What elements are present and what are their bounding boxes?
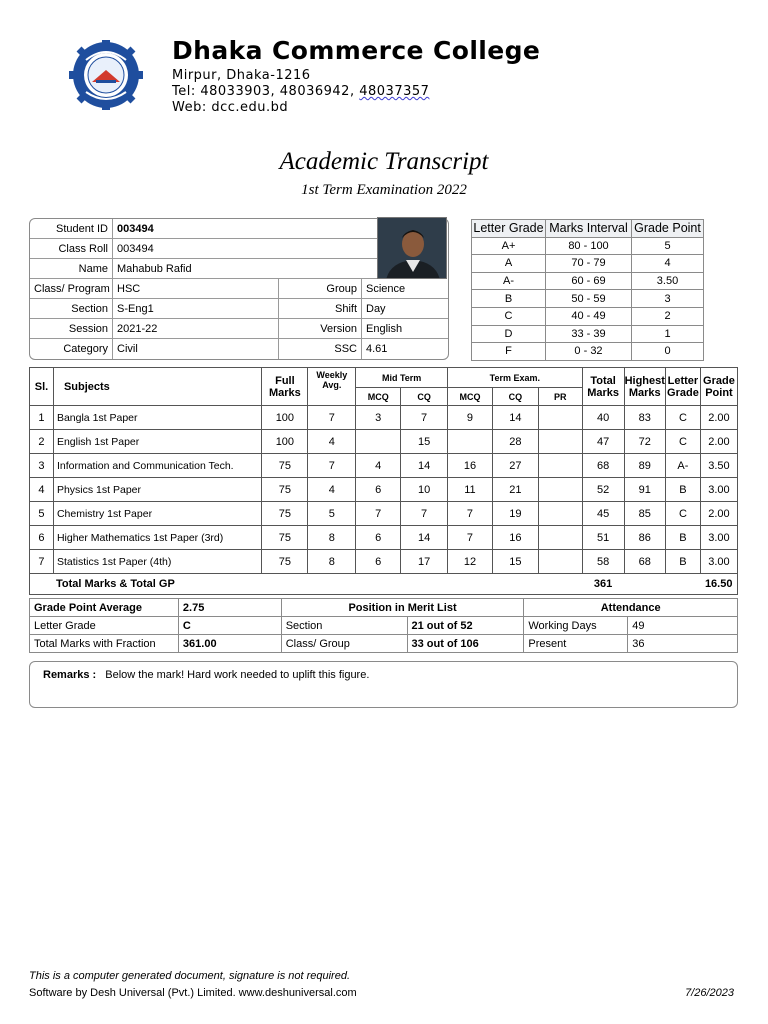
footer-software: Software by Desh Universal (Pvt.) Limited. www.deshuniversal.com bbox=[29, 987, 357, 999]
marks-interval: 60 - 69 bbox=[546, 272, 632, 290]
cell-total-marks: 51 bbox=[582, 526, 624, 550]
grade-letter: B bbox=[472, 290, 546, 308]
program-label: Class/ Program bbox=[30, 279, 113, 299]
cell-term-pr bbox=[538, 406, 582, 430]
cell-full-marks: 75 bbox=[262, 502, 308, 526]
grade-letter: A- bbox=[472, 272, 546, 290]
ssc-value: 4.61 bbox=[366, 343, 388, 355]
fraction-label: Total Marks with Fraction bbox=[30, 635, 179, 653]
cell-weekly-avg: 4 bbox=[308, 478, 356, 502]
total-spacer bbox=[624, 574, 665, 595]
grade-scale-header-cell: Letter Grade bbox=[473, 221, 544, 236]
ssc-label: SSC bbox=[279, 339, 362, 359]
col-gp-line2: Point bbox=[705, 386, 733, 399]
summary-row-2 bbox=[30, 617, 738, 635]
cell-term-cq: 14 bbox=[492, 406, 538, 430]
cell-term-pr bbox=[538, 430, 582, 454]
gpa-value: 2.75 bbox=[178, 599, 281, 617]
grade-scale-row bbox=[472, 255, 704, 273]
cell-letter-grade: B bbox=[665, 550, 700, 574]
cell-term-mcq: 12 bbox=[448, 550, 493, 574]
college-phone-main: Tel: 48033903, 48036942, bbox=[172, 84, 360, 99]
section-label: Section bbox=[30, 299, 113, 319]
col-total-marks bbox=[582, 368, 624, 406]
subject-row bbox=[30, 430, 738, 454]
merit-list-label: Position in Merit List bbox=[281, 599, 524, 617]
grade-scale-row bbox=[472, 343, 704, 361]
col-term-mcq: MCQ bbox=[448, 388, 493, 406]
cell-full-marks: 75 bbox=[262, 550, 308, 574]
section-value: S-Eng1 bbox=[113, 299, 279, 319]
marks-interval: 70 - 79 bbox=[546, 255, 632, 273]
cell-mid-mcq: 6 bbox=[356, 550, 401, 574]
cell-grade-point: 3.50 bbox=[700, 454, 737, 478]
fraction-value: 361.00 bbox=[178, 635, 281, 653]
total-row bbox=[30, 574, 738, 595]
student-id-label: Student ID bbox=[30, 219, 113, 239]
cell-term-pr bbox=[538, 526, 582, 550]
cell-grade-point: 3.00 bbox=[700, 478, 737, 502]
cell-term-pr bbox=[538, 550, 582, 574]
session-value: 2021-22 bbox=[113, 319, 279, 339]
remarks-box bbox=[29, 661, 738, 708]
subject-row bbox=[30, 478, 738, 502]
col-term-pr: PR bbox=[538, 388, 582, 406]
present-label: Present bbox=[524, 635, 628, 653]
cell-sl: 6 bbox=[30, 526, 54, 550]
cell-sl: 5 bbox=[30, 502, 54, 526]
subject-row bbox=[30, 406, 738, 430]
grade-scale-row bbox=[472, 290, 704, 308]
grade-letter: A bbox=[472, 255, 546, 273]
cell-mid-cq: 10 bbox=[401, 478, 448, 502]
total-spacer bbox=[665, 574, 700, 595]
grade-scale-header-cell: Marks Interval bbox=[546, 220, 632, 238]
session-label: Session bbox=[30, 319, 113, 339]
grade-point: 0 bbox=[632, 343, 704, 361]
cell-mid-cq: 7 bbox=[401, 502, 448, 526]
cell-highest-marks: 72 bbox=[624, 430, 665, 454]
cell-mid-cq: 7 bbox=[401, 406, 448, 430]
cell-letter-grade: B bbox=[665, 478, 700, 502]
cell-term-mcq: 11 bbox=[448, 478, 493, 502]
col-mid-term: Mid Term bbox=[356, 368, 448, 388]
col-letter-line1: Letter bbox=[667, 374, 699, 387]
grade-point: 2 bbox=[632, 307, 704, 325]
cell-mid-mcq: 4 bbox=[356, 454, 401, 478]
cell-grade-point: 2.00 bbox=[700, 502, 737, 526]
marks-interval: 33 - 39 bbox=[546, 325, 632, 343]
college-address: Mirpur, Dhaka-1216 bbox=[172, 68, 311, 83]
grade-letter: A+ bbox=[472, 237, 546, 255]
col-term-cq: CQ bbox=[492, 388, 538, 406]
marks-table bbox=[29, 367, 738, 595]
cell-letter-grade: C bbox=[665, 502, 700, 526]
cell-full-marks: 100 bbox=[262, 406, 308, 430]
grade-scale-header-cell: Grade Point bbox=[632, 220, 704, 238]
grade-letter: F bbox=[472, 343, 546, 361]
cell-term-cq: 15 bbox=[492, 550, 538, 574]
col-letter-grade bbox=[665, 368, 700, 406]
working-days-value: 49 bbox=[628, 617, 738, 635]
col-highest-marks bbox=[624, 368, 665, 406]
marks-interval: 80 - 100 bbox=[546, 237, 632, 255]
cell-subject: Chemistry 1st Paper bbox=[53, 502, 261, 526]
footer-note: This is a computer generated document, signature is not required. bbox=[29, 970, 351, 982]
attendance-label: Attendance bbox=[524, 599, 738, 617]
class-roll-label: Class Roll bbox=[30, 239, 113, 259]
cell-subject: English 1st Paper bbox=[53, 430, 261, 454]
grade-point: 5 bbox=[632, 237, 704, 255]
college-phone bbox=[172, 84, 429, 99]
marks-interval: 40 - 49 bbox=[546, 307, 632, 325]
col-full-line1: Full bbox=[275, 374, 295, 387]
cell-total-marks: 47 bbox=[582, 430, 624, 454]
document-subtitle: 1st Term Examination 2022 bbox=[301, 182, 467, 198]
col-gp-line1: Grade bbox=[703, 374, 735, 387]
cell-grade-point: 2.00 bbox=[700, 430, 737, 454]
cell-term-mcq: 16 bbox=[448, 454, 493, 478]
gpa-label: Grade Point Average bbox=[30, 599, 179, 617]
name-label: Name bbox=[30, 259, 113, 279]
shift-value: Day bbox=[362, 299, 449, 319]
cell-term-mcq bbox=[448, 430, 493, 454]
info-row-session bbox=[30, 319, 449, 339]
class-roll-value: 003494 bbox=[113, 239, 378, 259]
cell-mid-cq: 15 bbox=[401, 430, 448, 454]
subject-row bbox=[30, 526, 738, 550]
letter-grade-value: C bbox=[178, 617, 281, 635]
grade-scale-row bbox=[472, 237, 704, 255]
group-label: Group bbox=[279, 279, 362, 299]
cell-total-marks: 45 bbox=[582, 502, 624, 526]
cell-term-pr bbox=[538, 478, 582, 502]
cell-letter-grade: B bbox=[665, 526, 700, 550]
grade-point: 3 bbox=[632, 290, 704, 308]
college-name: Dhaka Commerce College bbox=[172, 36, 541, 65]
marks-header-row-1 bbox=[30, 368, 738, 388]
subject-row bbox=[30, 502, 738, 526]
group-value: Science bbox=[362, 279, 449, 299]
cell-mid-cq: 14 bbox=[401, 526, 448, 550]
info-row-program bbox=[30, 279, 449, 299]
grade-scale-table bbox=[471, 219, 704, 361]
info-row-section bbox=[30, 299, 449, 319]
cell-mid-mcq: 7 bbox=[356, 502, 401, 526]
cell-term-cq: 21 bbox=[492, 478, 538, 502]
cell-letter-grade: C bbox=[665, 430, 700, 454]
cell-mid-mcq: 6 bbox=[356, 478, 401, 502]
grade-point: 1 bbox=[632, 325, 704, 343]
col-total-line1: Total bbox=[590, 374, 616, 387]
col-grade-point bbox=[700, 368, 737, 406]
footer-date: 7/26/2023 bbox=[685, 987, 734, 999]
category-value: Civil bbox=[113, 339, 279, 359]
cell-grade-point: 2.00 bbox=[700, 406, 737, 430]
document-title: Academic Transcript bbox=[279, 148, 489, 175]
cell-mid-mcq bbox=[356, 430, 401, 454]
total-label: Total Marks & Total GP bbox=[30, 574, 583, 595]
col-letter-line2: Grade bbox=[667, 386, 699, 399]
student-photo-image bbox=[378, 218, 447, 279]
cell-weekly-avg: 7 bbox=[308, 406, 356, 430]
cell-highest-marks: 68 bbox=[624, 550, 665, 574]
cell-term-cq: 16 bbox=[492, 526, 538, 550]
col-subjects: Subjects bbox=[53, 368, 261, 406]
col-highest-line1: Highest bbox=[624, 374, 665, 387]
present-value: 36 bbox=[628, 635, 738, 653]
total-gp-value: 16.50 bbox=[700, 574, 737, 595]
cell-term-pr bbox=[538, 454, 582, 478]
program-value: HSC bbox=[113, 279, 279, 299]
cell-grade-point: 3.00 bbox=[700, 526, 737, 550]
student-id-value: 003494 bbox=[113, 219, 378, 239]
cell-full-marks: 75 bbox=[262, 478, 308, 502]
remarks-text: Below the mark! Hard work needed to uplift this figure. bbox=[105, 669, 370, 681]
col-total-line2: Marks bbox=[587, 386, 619, 399]
summary-row-3 bbox=[30, 635, 738, 653]
marks-interval: 50 - 59 bbox=[546, 290, 632, 308]
cell-highest-marks: 85 bbox=[624, 502, 665, 526]
col-mid-cq: CQ bbox=[401, 388, 448, 406]
cell-sl: 1 bbox=[30, 406, 54, 430]
name-value: Mahabub Rafid bbox=[113, 259, 378, 279]
cell-sl: 7 bbox=[30, 550, 54, 574]
cell-subject: Statistics 1st Paper (4th) bbox=[53, 550, 261, 574]
col-highest-line2: Marks bbox=[628, 386, 661, 399]
cell-mid-mcq: 3 bbox=[356, 406, 401, 430]
cell-sl: 4 bbox=[30, 478, 54, 502]
grade-point: 3.50 bbox=[632, 272, 704, 290]
student-photo bbox=[377, 217, 447, 279]
cell-highest-marks: 91 bbox=[624, 478, 665, 502]
summary-table bbox=[29, 598, 738, 653]
remarks-label: Remarks : bbox=[43, 669, 97, 681]
cell-mid-cq: 14 bbox=[401, 454, 448, 478]
cell-term-cq: 27 bbox=[492, 454, 538, 478]
col-full-marks bbox=[262, 368, 308, 406]
cell-highest-marks: 89 bbox=[624, 454, 665, 478]
cell-subject: Physics 1st Paper bbox=[53, 478, 261, 502]
cell-sl: 3 bbox=[30, 454, 54, 478]
section-position-label: Section bbox=[281, 617, 407, 635]
cell-term-mcq: 9 bbox=[448, 406, 493, 430]
cell-weekly-avg: 7 bbox=[308, 454, 356, 478]
cell-mid-cq: 17 bbox=[401, 550, 448, 574]
section-position-value: 21 out of 52 bbox=[407, 617, 524, 635]
group-position-value: 33 out of 106 bbox=[407, 635, 524, 653]
subject-row bbox=[30, 454, 738, 478]
shift-label: Shift bbox=[279, 299, 362, 319]
cell-term-pr bbox=[538, 502, 582, 526]
grade-scale-row bbox=[472, 272, 704, 290]
working-days-label: Working Days bbox=[524, 617, 628, 635]
grade-scale-row bbox=[472, 307, 704, 325]
cell-weekly-avg: 8 bbox=[308, 526, 356, 550]
col-weekly-line1: Weekly bbox=[316, 370, 348, 380]
version-value: English bbox=[362, 319, 449, 339]
cell-weekly-avg: 5 bbox=[308, 502, 356, 526]
cell-mid-mcq: 6 bbox=[356, 526, 401, 550]
cell-total-marks: 68 bbox=[582, 454, 624, 478]
cell-sl: 2 bbox=[30, 430, 54, 454]
cell-weekly-avg: 4 bbox=[308, 430, 356, 454]
grade-scale-header bbox=[472, 220, 704, 238]
cell-term-cq: 28 bbox=[492, 430, 538, 454]
info-row-category bbox=[30, 339, 449, 359]
col-full-line2: Marks bbox=[268, 386, 301, 399]
cell-total-marks: 40 bbox=[582, 406, 624, 430]
cell-full-marks: 75 bbox=[262, 454, 308, 478]
cell-highest-marks: 83 bbox=[624, 406, 665, 430]
cell-term-cq: 19 bbox=[492, 502, 538, 526]
cell-weekly-avg: 8 bbox=[308, 550, 356, 574]
grade-scale-row bbox=[472, 325, 704, 343]
col-sl: Sl. bbox=[30, 368, 54, 406]
cell-full-marks: 100 bbox=[262, 430, 308, 454]
cell-full-marks: 75 bbox=[262, 526, 308, 550]
cell-grade-point: 3.00 bbox=[700, 550, 737, 574]
col-mid-mcq: MCQ bbox=[356, 388, 401, 406]
cell-subject: Higher Mathematics 1st Paper (3rd) bbox=[53, 526, 261, 550]
cell-highest-marks: 86 bbox=[624, 526, 665, 550]
cell-subject: Information and Communication Tech. bbox=[53, 454, 261, 478]
cell-letter-grade: A- bbox=[665, 454, 700, 478]
cell-total-marks: 52 bbox=[582, 478, 624, 502]
group-position-label: Class/ Group bbox=[281, 635, 407, 653]
col-weekly-avg bbox=[308, 368, 356, 406]
cell-total-marks: 58 bbox=[582, 550, 624, 574]
col-term-exam: Term Exam. bbox=[448, 368, 583, 388]
college-web: Web: dcc.edu.bd bbox=[172, 100, 289, 115]
cell-term-mcq: 7 bbox=[448, 502, 493, 526]
grade-point: 4 bbox=[632, 255, 704, 273]
grade-letter: C bbox=[472, 307, 546, 325]
marks-interval: 0 - 32 bbox=[546, 343, 632, 361]
category-label: Category bbox=[30, 339, 113, 359]
letter-grade-label: Letter Grade bbox=[30, 617, 179, 635]
cell-term-mcq: 7 bbox=[448, 526, 493, 550]
cell-letter-grade: C bbox=[665, 406, 700, 430]
college-phone-last: 48037357 bbox=[359, 84, 430, 99]
grade-letter: D bbox=[472, 325, 546, 343]
summary-row-1 bbox=[30, 599, 738, 617]
version-label: Version bbox=[279, 319, 362, 339]
college-logo bbox=[58, 40, 154, 110]
col-weekly-line2: Avg. bbox=[322, 380, 342, 390]
subject-row bbox=[30, 550, 738, 574]
cell-subject: Bangla 1st Paper bbox=[53, 406, 261, 430]
total-marks-value: 361 bbox=[582, 574, 624, 595]
